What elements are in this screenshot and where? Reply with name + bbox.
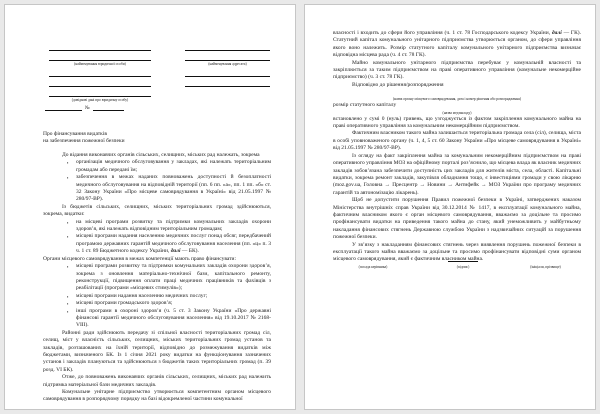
addressee-caption: (найменування адресата) <box>208 62 247 66</box>
list-item-text: місцеві програми надання населенню медичних послуг; <box>76 292 208 299</box>
document-subject <box>43 131 271 145</box>
number-sign: № <box>85 106 90 111</box>
list-item-text: забезпечення в межах наданих повноважень доступності й безоплатності медичного обслуговування на відповідній території (пп. 6 пп. «а», пп. 1 пп. «б» ст. 32 Закону України «Про місцеве самоврядування в Україні» від 21.05.1997 № 280/97-ВР). <box>76 174 271 203</box>
blank-line <box>185 51 270 61</box>
org-name-caption: (найменування юридичної особи) <box>74 62 126 66</box>
date-number-row <box>45 105 151 111</box>
signature-sign-caption: (підпис) <box>456 265 470 269</box>
signature-sign-area <box>433 261 493 270</box>
paragraph: Відповідно до рішення/розпорядження <box>352 81 444 88</box>
list-item-text: місцеві програми розвитку та підтримки комунальних закладів охорони здоров’я, зокрема з оновлення матеріально-технічної бази, капітального ремонту, реконструкції, підвищення оплати праці медичних працівників та фахівців з реабілітації (програми «місцевих стимулів»); <box>76 263 271 292</box>
page2-body <box>333 30 581 264</box>
field-caption: (назва органу місцевого самоврядування, дата і номер рішення або розпорядження) <box>392 97 522 102</box>
bullet-icon: ▪ <box>67 293 69 299</box>
letterhead-org-block <box>49 41 151 111</box>
list-item <box>43 293 271 300</box>
bullet-icon: ▪ <box>67 175 69 181</box>
number-blank-line <box>93 105 124 111</box>
date-blank-line <box>45 105 82 111</box>
blank-line <box>49 67 151 77</box>
list-item <box>43 174 271 204</box>
blank-line <box>185 67 270 77</box>
paragraph: У зв’язку з накладанням фінансових стягнень через виявлення порушень пожежної безпеки в експлуатації такого майна вважаємо за доцільне та просимо профінансувати відповідні суми органом місцевого самоврядування, який є фактичним власником майна. <box>333 241 581 263</box>
spacer <box>333 89 581 96</box>
blank-line <box>49 77 151 87</box>
signature-block <box>333 261 581 279</box>
list-item <box>43 300 271 307</box>
paragraph: До відання виконавчих органів сільських, селищних, міських рад належать, зокрема <box>62 152 260 158</box>
paragraph: Із бюджетів сільських, селищних, міських територіальних громад здійснюються, зокрема, видатки: <box>43 203 271 218</box>
page-2 <box>304 4 596 410</box>
list-item <box>43 308 271 330</box>
blank-line <box>185 77 270 87</box>
bullet-icon: ▪ <box>67 234 69 240</box>
list-item-text: місцеві програми надання населенню медичних послуг понад обсяг, передбачений програмою державних гарантій медичного обслуговування населення (пп. «ц» п. 3 ч. 1 ст. 89 Бюджетного кодексу України, далі — БК). <box>76 233 271 255</box>
page-1 <box>4 4 296 410</box>
list-item-text: на місцеві програми розвитку та підтримки комунальних закладів охорони здоров’я, які належать відповідним територіальним громадам; <box>76 218 271 233</box>
list-item <box>43 263 271 293</box>
document-subject-line-1: Про фінансування видатків <box>43 131 107 137</box>
paragraph: власності і входить до сфери його управління (ч. 1 ст. 78 Господарського кодексу України, далі — ГК). Статутний капітал комунального унітарного підприємства утворюється органом, до сфери управління якого воно належить. Розмір статутного капіталу комунального унітарного підприємства визначає відповідна місцева рада (ч. 4 ст. 78 ГК). <box>333 30 581 59</box>
document-subject-line-2: на забезпечення пожежної безпеки <box>43 138 125 144</box>
list-item-text: організація медичного обслуговування у закладах, які належать територіальним громадам або передані їм; <box>76 159 271 173</box>
signature-position-caption: (посада керівника) <box>358 265 388 269</box>
bullet-icon: ▪ <box>67 160 69 166</box>
bullet-icon: ▪ <box>67 308 69 314</box>
paragraph: розмір статутного капіталу <box>333 102 397 109</box>
list-item <box>43 233 271 255</box>
list-item-text: інші програми в охороні здоров’я (ч. 5 ст. 3 Закону України «Про державні фінансові гарантії медичного обслуговування населення» від 19.10.2017 № 2168-VIII). <box>76 307 271 329</box>
bullet-icon: ▪ <box>67 219 69 225</box>
letterhead-addressee-block <box>185 41 270 111</box>
paragraph: Органи місцевого самоврядування в межах компетенції мають право фінансувати: <box>43 255 237 262</box>
signature-name-caption: (ініціали, прізвище) <box>530 265 561 269</box>
blank-line <box>49 41 151 51</box>
paragraph: Фактичним власником такого майна залишається територіальна громада села (сіл), селища, міста в особі уповноваженого органу (ч. 1, 4, 5 ст. 60 Закону України «Про місцеве самоврядування в Україні» від 21.05.1997 № 280/97-ВР). <box>333 130 581 152</box>
field-caption: (назва медзакладу) <box>442 110 472 115</box>
blank-line <box>185 41 270 51</box>
blank-line <box>49 87 151 97</box>
list-item-text: місцеві програми громадського здоров’я; <box>76 300 173 307</box>
bullet-icon: ▪ <box>67 301 69 307</box>
paragraph: Комунальне унітарне підприємство утворюється компетентним органом місцевого самоврядування в розпорядчому порядку на базі відокремленої частини комунальної <box>43 389 271 403</box>
org-details-caption: (довідкові дані про юридичну особу) <box>71 98 129 102</box>
list-item <box>43 219 271 234</box>
paragraph: Майно комунального унітарного підприємства перебуває у комунальній власності та закріплюється за таким підприємством на праві оперативного управління (комунальне некомерційне підприємство) (ч. 3 ст. 78 ГК). <box>333 59 581 81</box>
paragraph: Отже, до повноважень виконавчих органів сільських, селищних, міських рад належить підтримка матеріальної бази медичних закладів. <box>43 374 271 388</box>
letterhead <box>43 41 271 111</box>
signature-line <box>448 261 478 264</box>
paragraph: Районні ради здійснюють передачу зі спільної власності територіальних громад сіл, селищ, міст у власність сільських, селищних, міських територіальних громад установ та закладів, розташованих на їхній території, відповідно до розмежування видатків між бюджетами, визначеного БК. Із 1 січня 2021 року видатки на функціонування зазначених установ і закладів плануються та здійснюються з бюджетів таких територіальних громад (п. 39 розд. VI БК). <box>43 329 271 373</box>
paragraph: Із огляду на факт закріплення майна за комунальним некомерційним підприємством на праві оперативного управління МОЗ на офіційному порталі роз’яснило, що місцева влада як власник медичних закладів зобов’язана забезпечити доступність цих закладів для жителів міста, села, області. Капітальні видатки, зокрема ремонт закладів, закупівля обладнання тощо, є інвестиціями громади у свою лікарню (moz.gov.ua, Головна → Пресцентр → Новини → Антифейк → МОЗ України про програму медичних гарантій та автономізацію лікарень). <box>333 152 581 196</box>
paragraph: встановлено у сумі 0 (нуль) гривень, що узгоджується із фактом закріплення комунального майна на праві оперативного управління за комунальним некомерційним підприємством. <box>333 115 581 130</box>
bullet-icon: ▪ <box>67 264 69 270</box>
list-item <box>43 159 271 174</box>
blank-line <box>49 51 151 61</box>
paragraph: Щоб не допустити порушення Правил пожежної безпеки в Україні, затверджених наказом Міністерства внутрішніх справ України від 30.12.2014 № 1417, в експлуатації комунального майна, фактичним власником якого є орган місцевого самоврядування, вважаємо за доцільне та просимо профінансувати видатки на приведення такого майна до стану, який унеможливить у майбутньому накладання фінансових стягнень Державною службою України з надзвичайних ситуацій за порушення пожежної безпеки. <box>333 197 581 241</box>
page1-body <box>43 152 271 404</box>
